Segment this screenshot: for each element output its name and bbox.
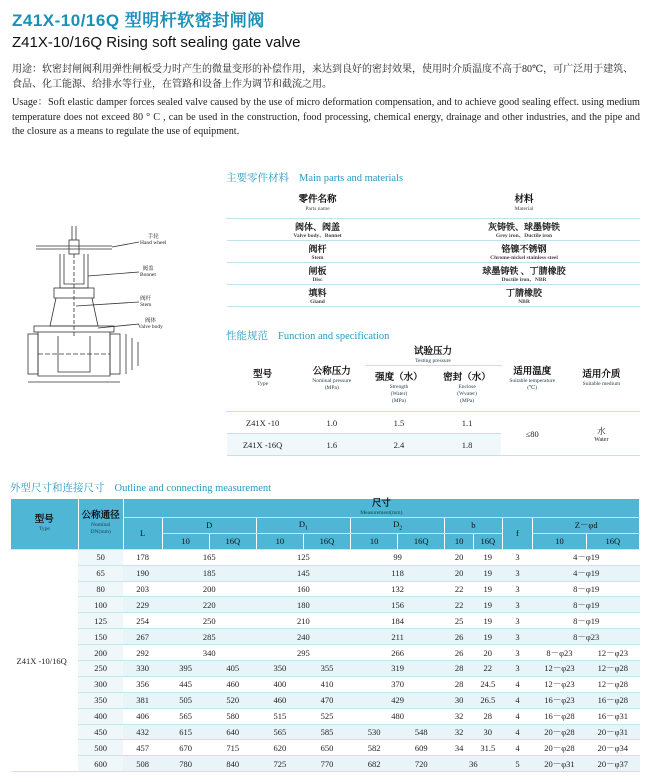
spec-section-title: 性能规范 Function and specification — [226, 331, 390, 342]
spec-header-type: 型号 Type — [227, 347, 299, 412]
dimensions-section-title: 外型尺寸和连接尺寸 Outline and connecting measurement — [10, 483, 272, 494]
table-row: Z41X -16Q 1.6 2.4 1.8 — [227, 434, 640, 456]
table-row: 600 508 780 840 725 770 682 720 36 5 20－φ31 20－φ37 — [11, 756, 640, 772]
table-row: Z41X -10 1.0 1.5 1.1 ≤80 水 Water — [227, 412, 640, 434]
table-row: 阀体、阀盖 Valve body、Bonnet 灰铸铁、球墨铸铁 Grey iron、Ductile iron — [227, 219, 640, 241]
label-stem: 阀杆 Stem — [140, 296, 152, 308]
table-row: 450 432 615 640 565 585 530 548 32 30 4 20－φ28 20－φ31 — [11, 724, 640, 740]
spec-medium-value: 水 Water — [563, 412, 639, 456]
label-bonnet: 阀盖 Bonnet — [140, 266, 156, 278]
dim-header-dn: 公称通径 Nominal DN(mm) — [78, 499, 123, 550]
spec-header-enclose: 密封（水） Enclose (Wvater) (MPa) — [433, 366, 501, 412]
table-row: 400 406 565 580 515 525 480 32 28 4 16－φ28 16－φ31 — [11, 708, 640, 724]
table-row: 阀杆 Stem 铬镍不锈钢 Chrome-nickel stainless steel — [227, 241, 640, 263]
table-row: 500 457 670 715 620 650 582 609 34 31.5 4 20－φ28 20－φ34 — [11, 740, 640, 756]
materials-header-material: 材料 Material — [409, 189, 640, 219]
table-row: 150 267 285 240 211 26 19 3 8－φ23 — [11, 629, 640, 645]
dim-type-cell: Z41X -10/16Q — [11, 549, 79, 771]
table-row: 65 190 185 145 118 20 19 3 4－φ19 — [11, 565, 640, 581]
spec-header-testing: 试验压力 Testing pressure — [365, 347, 501, 366]
usage-en: Usage：Soft elastic damper forces sealed valve caused by the use of micro deformation compensation, and to achieve good sealing effect. using medium temperature does not exceed 80 ° C , can be used in the construction, food processing, chemical energy, drainage and other industries, and the pipe and the closure as a means to regulate the use of equipment. — [12, 97, 640, 137]
spec-header-nominal: 公称压力 Nominal pressure (MPa) — [299, 347, 365, 412]
table-row: 250 330 395 405 350 355 319 28 22 3 12－φ23 12－φ28 — [11, 661, 640, 677]
dimensions-table: 型号 Type 公称通径 Nominal DN(mm) 尺寸 Measurement(mm) L D $D_1$ $D_2$ b f Z－φd 10 16Q 10 16Q 10 16Q 10 16Q 10 16Q Z41X -10/16Q 50 178 165 125 99 20 19 3 4－φ19 65 190 185 145 118 20 19 3 4－φ19 80 203 200 160 132 22 19 3 8－φ19 100 229 220 180 156 22 19 3 8－φ19 125 254 250 210 184 25 19 3 8－φ19 150 267 285 240 211 26 19 3 8－φ23 200 292 340 295 266 26 20 3 8－φ23 12－φ23 250 330 395 405 350 355 319 28 22 3 12－φ23 12－φ28 300 356 445 460 400 410 370 28 24.5 4 12－φ23 12－φ28 350 381 505 520 460 470 429 30 26.5 4 16－φ23 16－φ28 400 406 565 580 515 525 480 32 28 4 16－φ28 16－φ31 450 432 615 640 565 585 530 548 32 30 4 20－φ28 20－φ31 500 457 670 715 620 650 582 609 34 31.5 4 20－φ28 20－φ34 600 508 780 840 725 770 682 720 36 5 20－φ31 20－φ37 — [10, 498, 640, 772]
title-en: Z41X-10/16Q Rising soft sealing gate valve — [12, 34, 301, 51]
title-cn: Z41X-10/16Q 型明杆软密封闸阀 — [12, 11, 265, 30]
table-row: Z41X -10/16Q 50 178 165 125 99 20 19 3 4－φ19 — [11, 549, 640, 565]
table-row: 350 381 505 520 460 470 429 30 26.5 4 16－φ23 16－φ28 — [11, 692, 640, 708]
dim-header-measurement: 尺寸 Measurement(mm) — [123, 499, 639, 518]
materials-section-title: 主要零件材料 Main parts and materials — [226, 173, 404, 184]
spec-header-temp: 适用温度 Suitable temperature (℃) — [501, 347, 563, 412]
spec-header-strength: 强度（水） Strength (Water) (MPa) — [365, 366, 433, 412]
spec-table — [226, 346, 640, 456]
usage-cn: 用途：软密封闸阀利用弹性闸板受力时产生的微量变形的补偿作用，来达到良好的密封效果，使用时介质温度不高于80℃，可广泛用于建筑、食品、化工能源、给排水等行业，在管路和设备上作为调节和截流之用。 — [12, 64, 634, 90]
table-row: 填料 Gland 丁腈橡胶 NBR — [227, 285, 640, 307]
label-valve-body: 阀体 Valve body — [138, 318, 163, 330]
dim-header-type: 型号 Type — [11, 499, 79, 550]
valve-drawing — [14, 226, 220, 388]
table-row: 80 203 200 160 132 22 19 3 8－φ19 — [11, 581, 640, 597]
materials-header-part: 零件名称 Parts name — [227, 189, 409, 219]
table-row: 125 254 250 210 184 25 19 3 8－φ19 — [11, 613, 640, 629]
table-row: 300 356 445 460 400 410 370 28 24.5 4 12－φ23 12－φ28 — [11, 676, 640, 692]
label-hand-wheel: 手轮 Hand wheel — [140, 234, 167, 246]
spec-header-medium: 适用介质 Suitable medium — [563, 347, 639, 412]
table-row: 100 229 220 180 156 22 19 3 8－φ19 — [11, 597, 640, 613]
table-row: 200 292 340 295 266 26 20 3 8－φ23 12－φ23 — [11, 645, 640, 661]
materials-table — [226, 188, 640, 307]
table-row: 闸板 Disc 球墨铸铁 、丁腈橡胶 Ductile iron、NBR — [227, 263, 640, 285]
spec-temp-value: ≤80 — [501, 412, 563, 456]
